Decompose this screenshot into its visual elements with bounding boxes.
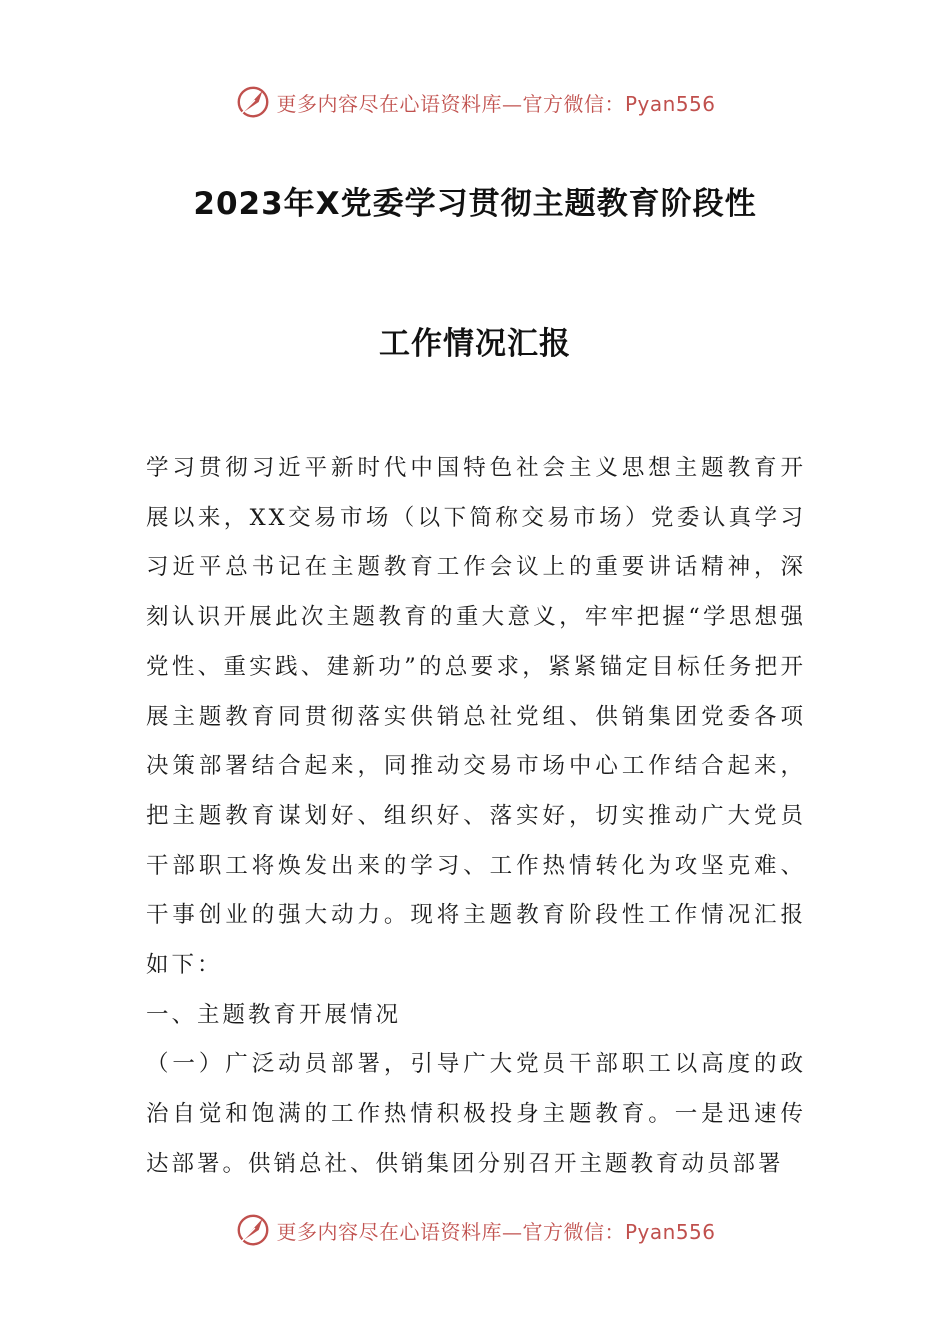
header-banner: [0, 82, 950, 122]
banner-text: 更多内容尽在心语资料库—官方微信：Pyan556: [276, 1219, 716, 1244]
document-title-line2: 工作情况汇报: [379, 326, 571, 362]
document-body: [146, 444, 806, 1190]
body-paragraph-intro: 学习贯彻习近平新时代中国特色社会主义思想主题教育开展以来，XX交易市场（以下简称交易市场）党委认真学习习近平总书记在主题教育工作会议上的重要讲话精神，深刻认识开展此次主题教育的重大意义，牢牢把握“学思想强党性、重实践、建新功”的总要求，紧紧锚定目标任务把开展主题教育同贯彻落实供销总社党组、供销集团党委各项决策部署结合起来，同推动交易市场中心工作结合起来，把主题教育谋划好、组织好、落实好，切实推动广大党员干部职工将焕发出来的学习、工作热情转化为攻坚克难、干事创业的强大动力。现将主题教育阶段性工作情况汇报如下：: [146, 455, 806, 979]
wechat-id: Pyan556: [624, 1219, 716, 1244]
wechat-id: Pyan556: [624, 91, 716, 116]
quill-logo-icon: [234, 83, 272, 121]
section-heading: 一、主题教育开展情况: [146, 1001, 402, 1028]
footer-banner: [0, 1210, 950, 1250]
banner-text: 更多内容尽在心语资料库—官方微信：Pyan556: [276, 91, 716, 116]
body-paragraph-subsection: （一）广泛动员部署，引导广大党员干部职工以高度的政治自觉和饱满的工作热情积极投身主题教育。一是迅速传达部署。供销总社、供销集团分别召开主题教育动员部署: [146, 1051, 806, 1177]
quill-logo-icon: [234, 1211, 272, 1249]
document-title-line1: 2023年X党委学习贯彻主题教育阶段性: [193, 186, 757, 222]
